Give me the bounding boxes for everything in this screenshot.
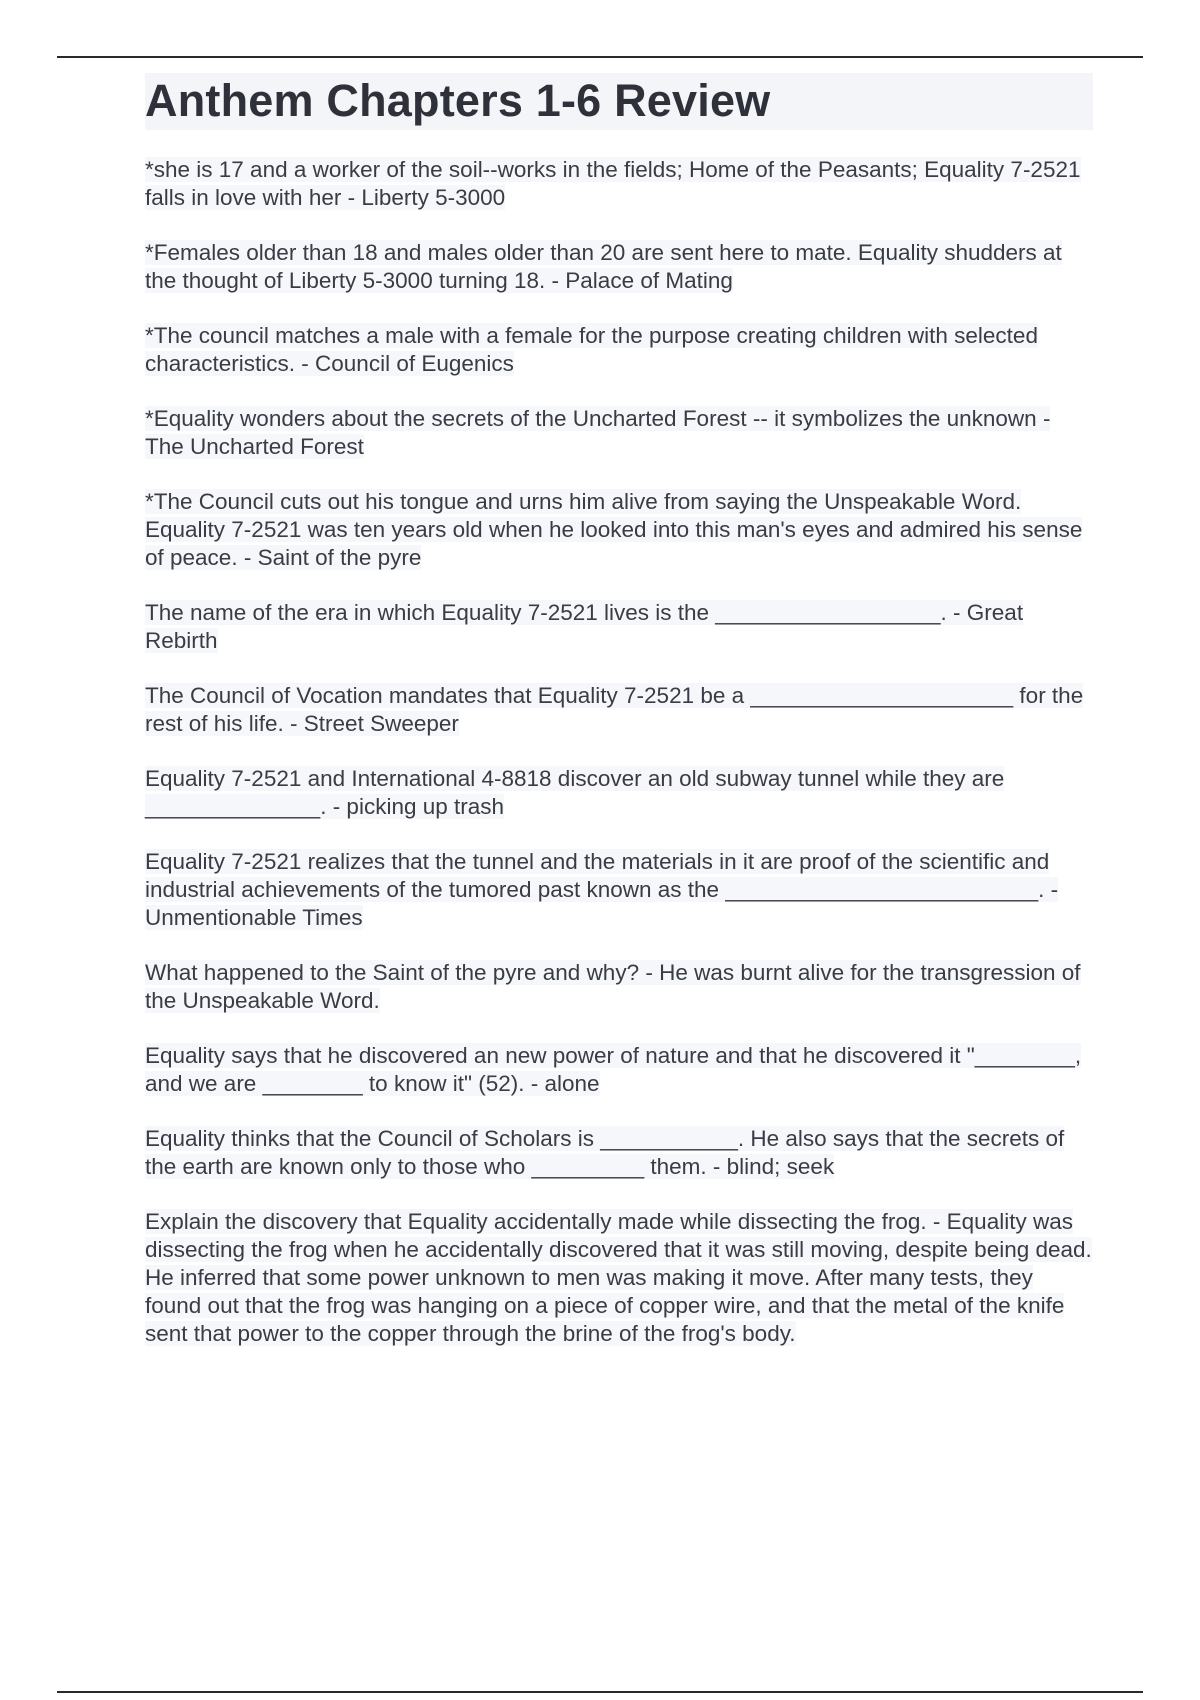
flashcard-7 [145, 682, 1093, 738]
top-rule [57, 56, 1143, 58]
flashcard-text: Equality says that he discovered an new power of nature and that he discovered it "________, and we are ________ to know it" (52). - alone [145, 1043, 1082, 1096]
flashcard-8 [145, 765, 1093, 821]
document-title: Anthem Chapters 1-6 Review [145, 73, 1093, 130]
flashcard-6 [145, 599, 1093, 655]
flashcard-text: *Females older than 18 and males older than 20 are sent here to mate. Equality shudders at the thought of Liberty 5-3000 turning 18. - Palace of Mating [145, 240, 1062, 293]
flashcard-text: The Council of Vocation mandates that Equality 7-2521 be a _____________________ for the rest of his life. - Street Sweeper [145, 683, 1084, 736]
flashcard-10 [145, 959, 1093, 1015]
flashcard-text: *Equality wonders about the secrets of the Uncharted Forest -- it symbolizes the unknown - The Uncharted Forest [145, 406, 1051, 459]
flashcard-text: *The Council cuts out his tongue and urns him alive from saying the Unspeakable Word. Equality 7-2521 was ten years old when he looked into this man's eyes and admired his sense of peace. - Saint of the pyre [145, 489, 1083, 570]
flashcard-2 [145, 239, 1093, 295]
flashcard-text: Explain the discovery that Equality accidentally made while dissecting the frog. - Equality was dissecting the frog when he accidentally discovered that it was still moving, despite being dead. He inferred that some power unknown to men was making it move. After many tests, they found out that the frog was hanging on a piece of copper wire, and that the metal of the knife sent that power to the copper through the brine of the frog's body. [145, 1209, 1092, 1346]
document-body [145, 73, 1093, 1375]
flashcard-text: Equality thinks that the Council of Scholars is ___________. He also says that the secrets of the earth are known only to those who _________ them. - blind; seek [145, 1126, 1065, 1179]
flashcard-text: Equality 7-2521 realizes that the tunnel and the materials in it are proof of the scientific and industrial achievements of the tumored past known as the _________________________. - Unmentionable Times [145, 849, 1059, 930]
flashcard-5 [145, 488, 1093, 572]
flashcard-4 [145, 405, 1093, 461]
flashcard-text: What happened to the Saint of the pyre and why? - He was burnt alive for the transgression of the Unspeakable Word. [145, 960, 1081, 1013]
flashcard-12 [145, 1125, 1093, 1181]
flashcard-11 [145, 1042, 1093, 1098]
flashcard-3 [145, 322, 1093, 378]
flashcard-text: Equality 7-2521 and International 4-8818 discover an old subway tunnel while they are ______________. - picking up trash [145, 766, 1005, 819]
flashcard-9 [145, 848, 1093, 932]
flashcard-13 [145, 1208, 1093, 1348]
flashcard-text: The name of the era in which Equality 7-2521 lives is the __________________. - Great Rebirth [145, 600, 1024, 653]
flashcard-text: *she is 17 and a worker of the soil--works in the fields; Home of the Peasants; Equality 7-2521 falls in love with her - Liberty 5-3000 [145, 157, 1081, 210]
flashcard-1 [145, 156, 1093, 212]
bottom-rule [57, 1691, 1143, 1693]
flashcard-text: *The council matches a male with a female for the purpose creating children with selected characteristics. - Council of Eugenics [145, 323, 1038, 376]
